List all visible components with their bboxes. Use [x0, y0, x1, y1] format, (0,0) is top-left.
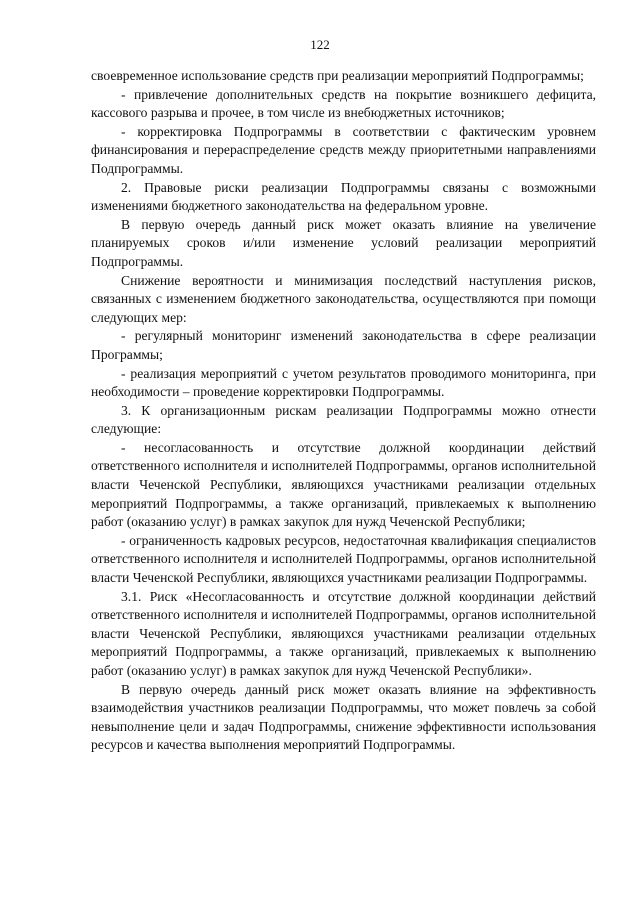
list-item-adjust-subprogram: - корректировка Подпрограммы в соответствии с фактическим уровнем финансирования и перераспределение средств между приоритетными направлениями Подпрограммы.: [91, 123, 596, 176]
list-item-implementation: - реализация мероприятий с учетом результатов проводимого мониторинга, при необходимости – проведение корректировки Подпрограммы.: [91, 365, 596, 400]
paragraph-risk-3-1: 3.1. Риск «Несогласованность и отсутствие должной координации действий ответственного исполнителя и исполнителей Подпрограммы, органов исполнительной власти Чеченской Республики, являющихся участниками реализации отдельных мероприятий Подпрограммы, а также организаций, привлекаемых к выполнению работ (оказанию услуг) в рамках закупок для нужд Чеченской Республики».: [91, 588, 596, 678]
page-number: 122: [310, 37, 330, 52]
list-item-attract-funds: - привлечение дополнительных средств на покрытие возникшего дефицита, кассового разрыва и прочее, в том числе из внебюджетных источников;: [91, 86, 596, 121]
paragraph-risk-3-1-impact: В первую очередь данный риск может оказать влияние на эффективность взаимодействия участников реализации Подпрограммы, что может повлечь за собой невыполнение цели и задач Подпрограммы, снижение эффективности использования ресурсов и качества выполнения мероприятий Подпрограммы.: [91, 681, 596, 753]
paragraph-legal-risk-impact: В первую очередь данный риск может оказать влияние на увеличение планируемых сроков и/или изменение условий реализации мероприятий Подпрограммы.: [91, 216, 596, 269]
paragraph-legal-risks: 2. Правовые риски реализации Подпрограммы связаны с возможными изменениями бюджетного законодательства на федеральном уровне.: [91, 179, 596, 214]
paragraph-continuation: своевременное использование средств при реализации мероприятий Подпрограммы;: [91, 68, 584, 83]
paragraph-organizational-risks: 3. К организационным рискам реализации Подпрограммы можно отнести следующие:: [91, 402, 596, 437]
list-item-monitoring: - регулярный мониторинг изменений законодательства в сфере реализации Программы;: [91, 328, 596, 362]
paragraph-risk-mitigation: Снижение вероятности и минимизация последствий наступления рисков, связанных с изменением бюджетного законодательства, осуществляются при помощи следующих мер:: [91, 272, 596, 325]
list-item-coordination: - несогласованность и отсутствие должной координации действий ответственного исполнителя и исполнителей Подпрограммы, органов исполнительной власти Чеченской Республики, являющихся участниками реализации отдельных мероприятий Подпрограммы, а также организаций, привлекаемых к выполнению работ (оказанию услуг) в рамках закупок для нужд Чеченской Республики;: [91, 439, 596, 530]
list-item-personnel: - ограниченность кадровых ресурсов, недостаточная квалификация специалистов ответственного исполнителя и исполнителей Подпрограммы, органов исполнительной власти Чеченской Республики, являющихся участниками реализации Подпрограммы.: [91, 532, 596, 586]
document-body: [91, 67, 596, 755]
